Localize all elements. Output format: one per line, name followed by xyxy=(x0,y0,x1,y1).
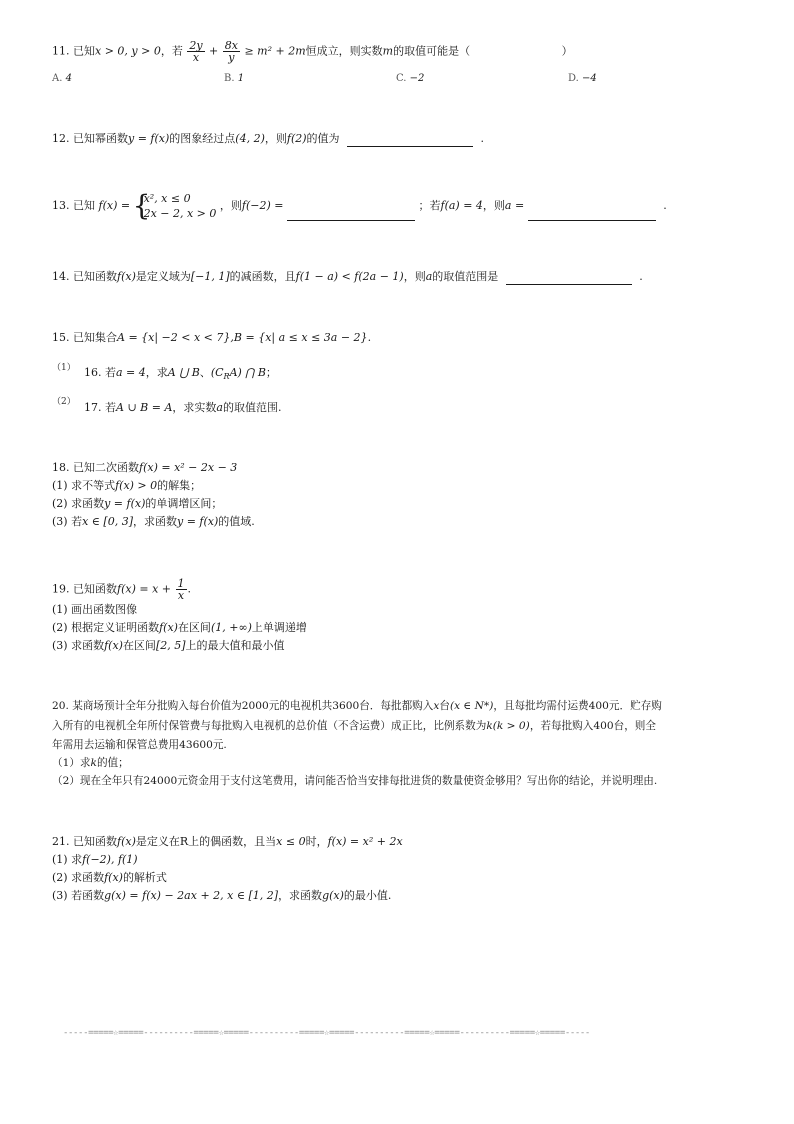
text-q18-p3-mid: ，求函数 xyxy=(133,515,177,528)
text-q21-expr: f(x) = x² + 2x xyxy=(327,835,403,848)
text-q21-p3-pre: (3) 若函数 xyxy=(52,889,105,902)
text-q20-p1-post: 的值； xyxy=(96,757,129,769)
text-q12-text2: 的图象经过点 xyxy=(169,132,236,145)
q11-option-a[interactable] xyxy=(52,73,72,84)
q13-piecewise xyxy=(134,191,217,221)
q11-fraction-1 xyxy=(187,40,204,63)
question-15-part-2 xyxy=(84,399,281,415)
q11-text-2: ，若 xyxy=(160,44,183,58)
text-q21-p3-mid: ，求函数 xyxy=(278,889,323,902)
text-q14-text5: 的取值范围是 xyxy=(432,270,499,283)
text-q11-f1-num: 2y xyxy=(189,39,203,52)
text-q19-p3-mid: 在区间 xyxy=(122,639,156,652)
q11-text-3: 恒成立，则实数 xyxy=(305,44,383,58)
text-q21-p2-expr: f(x) xyxy=(104,871,123,884)
q19-part-1: (1) 画出函数图像 xyxy=(52,603,138,616)
text-q13-text3: ；若 xyxy=(418,199,441,212)
text-q19-frac-num: 1 xyxy=(177,577,185,590)
text-q21-p1-pre: (1) 求 xyxy=(52,853,83,866)
text-q19-expr: f(x) = x + xyxy=(117,582,171,596)
text-q14-text4: ，则 xyxy=(403,270,426,283)
text-q15-setA: A = {x| −2 < x < 7} xyxy=(117,331,231,344)
text-q12-number: 12. xyxy=(52,132,70,145)
text-q15-sub2-cond: A ∪ B = A xyxy=(116,401,173,414)
question-13 xyxy=(52,191,667,221)
text-q21-number: 21. xyxy=(52,835,70,848)
text-q15-sub2-number: 17. xyxy=(84,401,102,414)
text-q15-setB: B = {x| a ≤ x ≤ 3a − 2} xyxy=(233,331,368,344)
text-q15-sub1-text: 若 xyxy=(105,366,116,379)
text-q11-f2-num: 8x xyxy=(224,39,238,52)
text-q14-text3: 的减函数，且 xyxy=(229,270,296,283)
q11-fraction-2 xyxy=(223,40,240,63)
text-q11-options-2-label: C. xyxy=(396,73,407,84)
text-q14-number: 14. xyxy=(52,270,70,283)
text-q19-p2-pre: (2) 根据定义证明函数 xyxy=(52,621,160,634)
text-q19-number: 19. xyxy=(52,582,70,596)
text-q11-options-3-value: −4 xyxy=(582,73,597,84)
q11-option-c[interactable] xyxy=(396,73,424,84)
text-q21-p1-expr: f(−2), f(1) xyxy=(82,853,138,866)
q11-text: 已知 xyxy=(73,44,95,58)
text-q12-point: (4, 2) xyxy=(235,132,265,145)
text-q15-sub1-sep: 、 xyxy=(199,366,211,379)
text-q15-sub2-text: 若 xyxy=(105,401,116,414)
question-20 xyxy=(52,698,662,714)
text-q18-p3-post: 的值域. xyxy=(218,515,255,528)
text-q18-text: 已知二次函数 xyxy=(73,461,139,474)
text-q20-p1-k: k xyxy=(90,757,97,769)
text-q15-comma: , xyxy=(230,331,234,344)
text-q13-case1: x², x ≤ 0 xyxy=(143,192,191,205)
text-q11-options-0-label: A. xyxy=(52,73,63,84)
text-q19-p2-mid: 在区间 xyxy=(177,621,211,634)
text-q11-options-3-label: D. xyxy=(568,73,579,84)
text-q18-p1-pre: (1) 求不等式 xyxy=(52,479,116,492)
text-q15-sub1-end: ； xyxy=(265,366,277,379)
text-q18-p1-post: 的解集； xyxy=(157,479,202,492)
text-q13-fx: f(x) = xyxy=(98,199,131,212)
text-q20-line2-k: k(k > 0) xyxy=(486,720,530,732)
q11-inequality: ≥ m² + 2m xyxy=(244,44,306,58)
q11-var: m xyxy=(382,44,394,58)
q20-line-3: 年需用去运输和保管总费用43600元. xyxy=(52,739,227,751)
q11-condition: x > 0, y > 0 xyxy=(95,44,161,58)
text-q15-sub2-text3: 的取值范围. xyxy=(222,401,282,414)
text-q13-expr2: f(a) = 4 xyxy=(440,199,483,212)
text-q11-options-1-label: B. xyxy=(224,73,235,84)
question-11 xyxy=(52,40,573,63)
text-q13-text: 已知 xyxy=(73,199,95,212)
q11-option-d[interactable] xyxy=(568,73,597,84)
text-q19-p2-post: 上单调递增 xyxy=(251,621,307,634)
text-q15-sub1-expr: A ⋃ B xyxy=(167,366,200,379)
q11-plus: + xyxy=(209,44,219,58)
text-q13-number: 13. xyxy=(52,199,70,212)
text-q15-sub1-number: 16. xyxy=(84,366,102,379)
text-q20-line1-cond: (x ∈ N*) xyxy=(449,700,494,712)
q12-answer-blank[interactable] xyxy=(347,134,473,147)
q20-part-1 xyxy=(52,755,129,771)
text-q18-p2-expr: y = f(x) xyxy=(104,497,146,510)
q15-sub2-tag: （2） xyxy=(52,397,76,407)
question-15-part-1 xyxy=(84,364,277,381)
text-q13-expr1: f(−2) = xyxy=(241,199,284,212)
q18-part-1 xyxy=(52,478,201,494)
text-q14-text: 已知函数 xyxy=(73,270,117,283)
question-12 xyxy=(52,131,484,147)
text-q15-sub1-cond: a = 4 xyxy=(116,366,146,379)
text-q15-sub2-text2: ，求实数 xyxy=(172,401,217,414)
text-q12-text4: 的值为 xyxy=(306,132,340,145)
text-q21-p3-expr2: g(x) xyxy=(322,889,344,902)
text-q13-expr3: a = xyxy=(504,199,525,212)
text-q20-number: 20. xyxy=(52,700,69,712)
text-q18-expr: f(x) = x² − 2x − 3 xyxy=(139,461,238,474)
text-q15-sub1-expr3: A) ⋂ B xyxy=(229,366,266,379)
q13-answer-blank-2[interactable] xyxy=(528,208,656,221)
q18-part-2 xyxy=(52,496,222,512)
text-q21-fx: f(x) xyxy=(117,835,136,848)
q21-part-3 xyxy=(52,888,391,904)
text-q14-domain: [−1, 1] xyxy=(190,270,230,283)
brace-icon: { xyxy=(132,189,151,222)
text-q20-line1-b: 台 xyxy=(439,700,450,712)
text-q18-p3-pre: (3) 若 xyxy=(52,515,83,528)
q19-part-3 xyxy=(52,638,285,654)
q11-paren-close: ） xyxy=(561,44,573,58)
text-q13-end: . xyxy=(663,199,667,212)
text-q11-options-1-value: 1 xyxy=(237,73,245,84)
text-q20-line2-b: ，若每批购入400台，则全 xyxy=(529,720,656,732)
text-q18-p2-pre: (2) 求函数 xyxy=(52,497,105,510)
text-q15-sub1-text2: ，求 xyxy=(145,366,168,379)
q11-text-4: 的取值可能是（ xyxy=(393,44,471,58)
text-q18-p2-post: 的单调增区间； xyxy=(145,497,223,510)
text-q21-text2: 是定义在R上的偶函数，且当 xyxy=(135,835,277,848)
text-q21-p2-post: 的解析式 xyxy=(122,871,167,884)
q20-line-2 xyxy=(52,718,656,734)
text-q19-p2-interval: (1, +∞) xyxy=(210,621,252,634)
text-q20-line1-c: ，且每批均需付运费400元．贮存购 xyxy=(493,700,662,712)
text-q12-expr2: f(2) xyxy=(286,132,307,145)
question-18 xyxy=(52,460,237,476)
text-q15-sub1-expr2: (C xyxy=(210,366,224,379)
text-q11-f1-den: x xyxy=(192,51,200,64)
text-q13-text4: ，则 xyxy=(482,199,505,212)
text-q15-sub2-var: a xyxy=(216,401,223,414)
text-q21-p3-post: 的最小值. xyxy=(343,889,392,902)
text-q15-text: 已知集合 xyxy=(73,331,117,344)
q11-option-b[interactable] xyxy=(224,73,244,84)
text-q11-options-2-value: −2 xyxy=(409,73,425,84)
q21-part-2 xyxy=(52,870,167,886)
q19-fraction xyxy=(176,578,187,601)
q21-part-1 xyxy=(52,852,138,868)
text-q19-p3-interval: [2, 5] xyxy=(155,639,186,652)
q13-answer-blank-1[interactable] xyxy=(287,208,415,221)
text-q11-f2-den: y xyxy=(228,51,235,64)
text-q19-text: 已知函数 xyxy=(73,582,117,596)
question-19 xyxy=(52,578,191,601)
text-q19-p2-expr: f(x) xyxy=(159,621,178,634)
text-q12-text: 已知幂函数 xyxy=(73,132,128,145)
text-q18-number: 18. xyxy=(52,461,70,474)
text-q20-p1-pre: （1）求 xyxy=(52,757,91,769)
text-q14-fx: f(x) xyxy=(117,270,136,283)
text-q19-frac-den: x xyxy=(177,589,185,602)
question-15 xyxy=(52,330,371,346)
text-q18-p3-expr: x ∈ [0, 3] xyxy=(82,515,133,528)
text-q21-text3: 时， xyxy=(305,835,328,848)
question-21 xyxy=(52,834,403,850)
text-q14-end: . xyxy=(639,270,643,283)
text-q19-p3-expr: f(x) xyxy=(104,639,123,652)
text-q21-p3-expr: g(x) = f(x) − 2ax + 2, x ∈ [1, 2] xyxy=(104,889,279,902)
text-q12-text3: ，则 xyxy=(264,132,287,145)
footer-divider: -----=====☆=====----------=====☆=====----------=====☆=====----------=====☆=====----------=====☆=====----- xyxy=(63,1028,590,1038)
text-q14-text2: 是定义域为 xyxy=(135,270,191,283)
q18-part-3 xyxy=(52,514,255,530)
text-q13-text2: ，则 xyxy=(219,199,242,212)
text-q20-line1-a: 某商场预计全年分批购入每台价值为2000元的电视机共3600台．每批都购入 xyxy=(72,700,434,712)
q20-part-2: （2）现在全年只有24000元资金用于支付这笔费用，请问能否恰当安排每批进货的数量使资金够用？写出你的结论，并说明理由. xyxy=(52,775,658,787)
text-q19-end: . xyxy=(187,582,191,596)
text-q14-var: a xyxy=(425,270,433,283)
text-q15-number: 15. xyxy=(52,331,70,344)
text-q15-sub1-subscript: R xyxy=(223,372,230,382)
text-q18-p3-expr2: y = f(x) xyxy=(177,515,219,528)
text-q12-expr: y = f(x) xyxy=(128,132,170,145)
text-q21-text: 已知函数 xyxy=(73,835,117,848)
text-q18-p1-expr: f(x) > 0 xyxy=(115,479,158,492)
text-q21-cond: x ≤ 0 xyxy=(276,835,306,848)
text-q19-p3-post: 上的最大值和最小值 xyxy=(185,639,285,652)
text-q21-p2-pre: (2) 求函数 xyxy=(52,871,105,884)
text-q20-line1-x: x xyxy=(433,700,440,712)
text-q15-end: . xyxy=(367,331,372,344)
question-14 xyxy=(52,269,643,285)
text-q13-case2: 2x − 2, x > 0 xyxy=(143,207,217,220)
q14-answer-blank[interactable] xyxy=(506,272,632,285)
q15-sub1-tag: （1） xyxy=(52,363,76,373)
text-q14-ineq: f(1 − a) < f(2a − 1) xyxy=(295,270,404,283)
text-q11-options-0-value: 4 xyxy=(65,73,72,84)
text-q12-end: . xyxy=(480,132,485,145)
text-q19-p3-pre: (3) 求函数 xyxy=(52,639,105,652)
q19-part-2 xyxy=(52,620,307,636)
q11-number: 11. xyxy=(52,44,70,58)
text-q20-line2-a: 入所有的电视机全年所付保管费与每批购入电视机的总价值（不含运费）成正比，比例系数为 xyxy=(52,720,487,732)
